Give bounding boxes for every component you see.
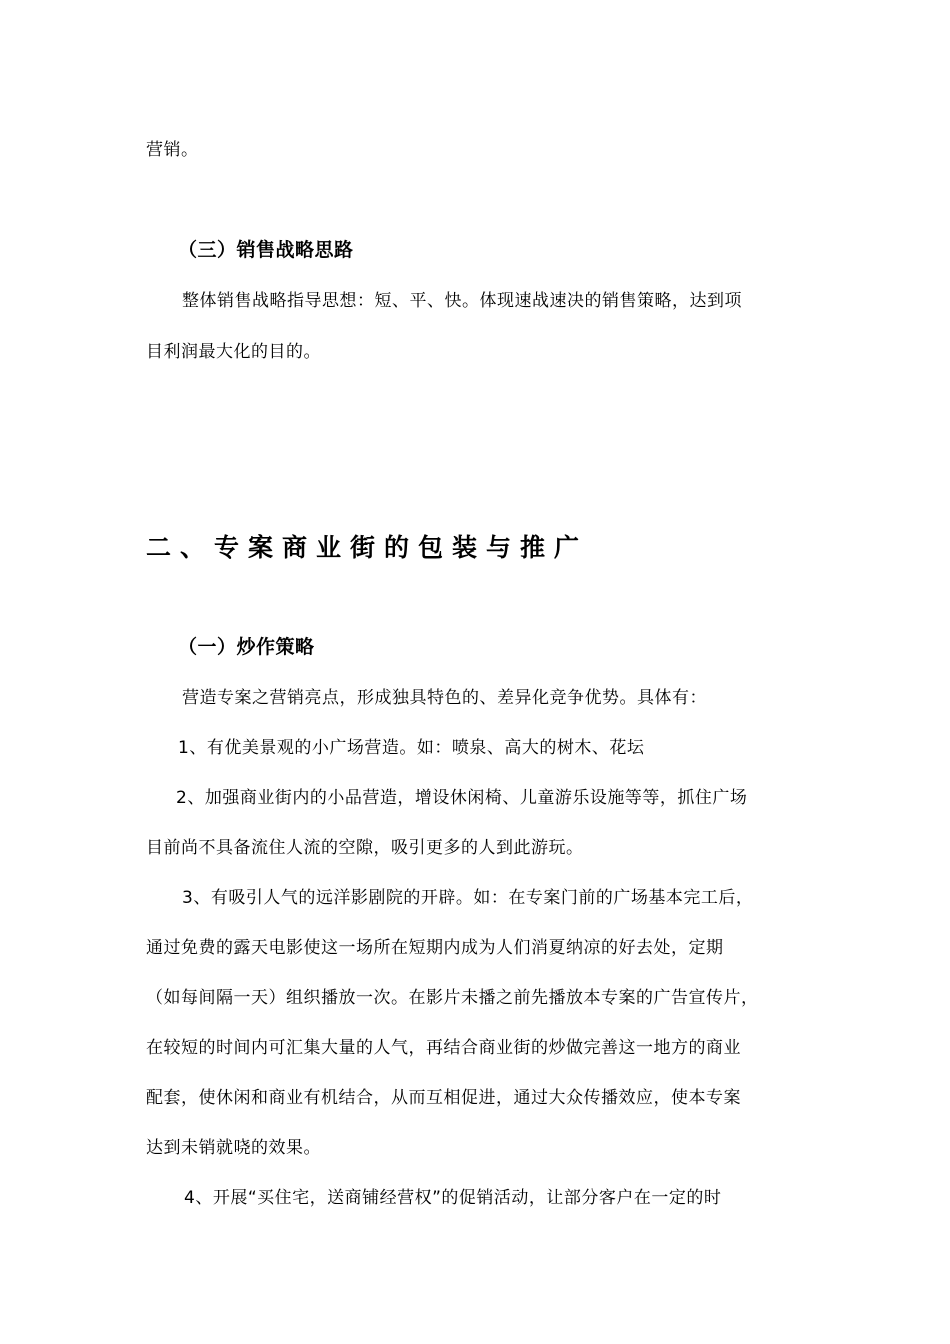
paragraph-line: 整体销售战略指导思想：短、平、快。体现速战速决的销售策略，达到项 xyxy=(182,291,742,311)
list-item: 1、有优美景观的小广场营造。如：喷泉、高大的树木、花坛 xyxy=(178,738,645,758)
list-item-continuation: 通过免费的露天电影使这一场所在短期内成为人们消夏纳凉的好去处，定期 xyxy=(146,938,724,958)
list-item-continuation: 目前尚不具备流住人流的空隙，吸引更多的人到此游玩。 xyxy=(146,838,584,858)
list-item-continuation: 达到未销就哓的效果。 xyxy=(146,1138,321,1158)
list-item: 2、加强商业街内的小品营造，增设休闲椅、儿童游乐设施等等，抓住广场 xyxy=(176,788,748,808)
chapter-heading: 二、专案商业街的包装与推广 xyxy=(146,533,589,562)
paragraph-line: 目利润最大化的目的。 xyxy=(146,342,321,362)
list-item-continuation: 配套，使休闲和商业有机结合，从而互相促进，通过大众传播效应，使本专案 xyxy=(146,1088,741,1108)
paragraph-line: 营造专案之营销亮点，形成独具特色的、差异化竞争优势。具体有： xyxy=(182,688,707,708)
list-item: 4、开展“买住宅，送商铺经营权”的促销活动，让部分客户在一定的时 xyxy=(184,1188,722,1208)
section-heading-hype-strategy: （一）炒作策略 xyxy=(178,636,315,658)
list-item-continuation: 在较短的时间内可汇集大量的人气，再结合商业街的炒做完善这一地方的商业 xyxy=(146,1038,741,1058)
paragraph-tail: 营销。 xyxy=(146,140,199,160)
section-heading-sales-strategy: （三）销售战略思路 xyxy=(178,239,354,261)
list-item-continuation: （如每间隔一天）组织播放一次。在影片未播之前先播放本专案的广告宣传片， xyxy=(146,988,759,1008)
list-item: 3、有吸引人气的远洋影剧院的开辟。如：在专案门前的广场基本完工后， xyxy=(182,888,754,908)
